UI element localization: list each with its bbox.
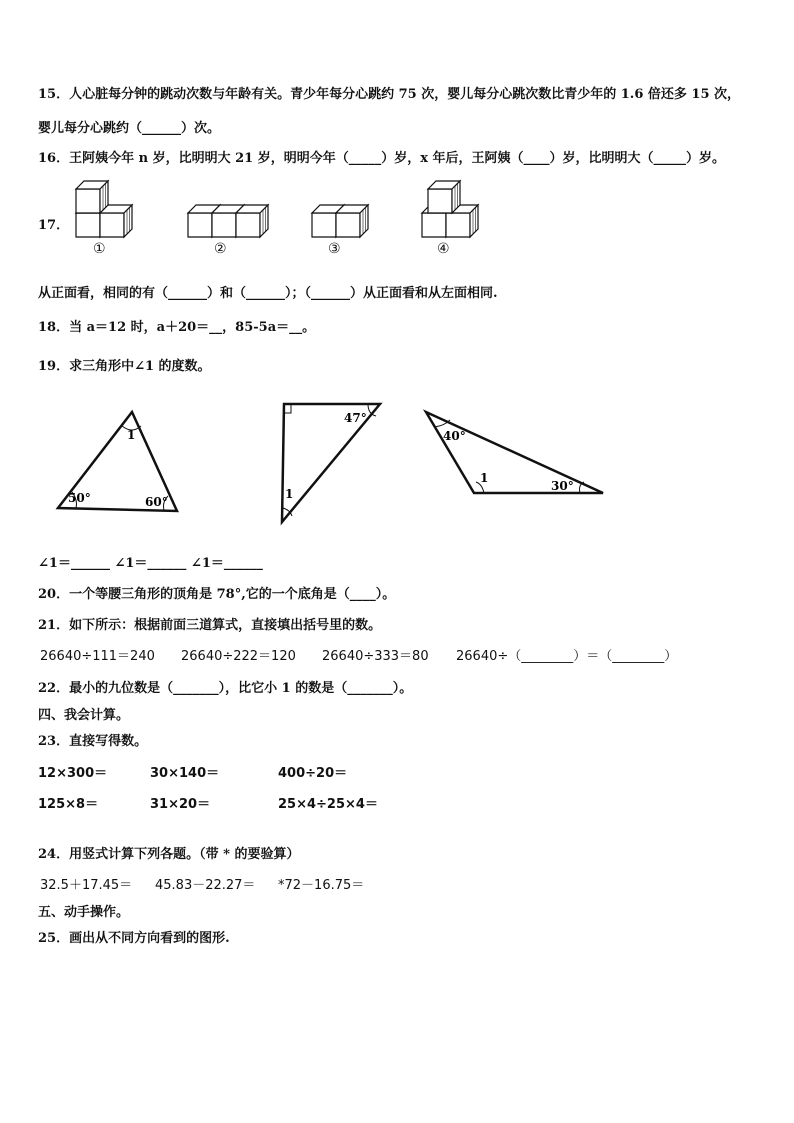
- triangle-2: [282, 404, 380, 522]
- triangle-2-angle1: 1: [285, 487, 294, 501]
- cube-label-1: ①: [93, 241, 106, 257]
- q23-r2-c3: 25×4÷25×4＝: [278, 797, 378, 812]
- triangle-1-left: 50°: [68, 491, 91, 505]
- q24-item-2: 45.83－22.27＝: [155, 878, 256, 893]
- triangle-3-left: 40°: [443, 429, 466, 443]
- cube-figure-1: [76, 181, 132, 237]
- cube-figure-2: [188, 205, 268, 237]
- q21-formula-3: 26640÷333＝80: [322, 649, 429, 664]
- q24-item-3: *72－16.75＝: [278, 878, 365, 893]
- q17-question: 从正面看，相同的有（______）和（______）；（______）从正面看和从左面相同.: [38, 286, 498, 301]
- triangles: [50, 398, 620, 528]
- q23-text: 23．直接写得数。: [38, 734, 148, 749]
- q24-item-1: 32.5＋17.45＝: [40, 878, 133, 893]
- triangle-1-angle1: 1: [127, 428, 136, 442]
- q23-r2-c1: 125×8＝: [38, 797, 99, 812]
- triangle-3: [426, 412, 603, 493]
- q23-r1-c3: 400÷20＝: [278, 766, 348, 781]
- q19-answers: ∠1＝______ ∠1＝______ ∠1＝______: [38, 556, 263, 571]
- section-4-heading: 四、我会计算。: [38, 708, 130, 723]
- q22-text: 22．最小的九位数是（_______），比它小 1 的数是（_______）。: [38, 681, 413, 696]
- q17-number: 17．: [38, 218, 70, 233]
- q19-text: 19．求三角形中∠1 的度数。: [38, 359, 211, 374]
- cube-label-2: ②: [214, 241, 227, 257]
- q21-text: 21．如下所示：根据前面三道算式，直接填出括号里的数。: [38, 618, 382, 633]
- q23-r2-c2: 31×20＝: [150, 797, 211, 812]
- q23-r1-c2: 30×140＝: [150, 766, 220, 781]
- q20-text: 20．一个等腰三角形的顶角是 78°,它的一个底角是（____）。: [38, 587, 396, 602]
- q18-text: 18．当 a＝12 时，a＋20＝__，85-5a＝__。: [38, 320, 316, 335]
- section-5-heading: 五、动手操作。: [38, 905, 130, 920]
- q23-r1-c1: 12×300＝: [38, 766, 108, 781]
- q24-text: 24．用竖式计算下列各题。（带 * 的要验算）: [38, 847, 300, 862]
- q21-formula-2: 26640÷222＝120: [181, 649, 296, 664]
- q15-line1: 15．人心脏每分钟的跳动次数与年龄有关。青少年每分心跳约 75 次，婴儿每分心跳次数比青少年的 1.6 倍还多 15 次，: [38, 87, 741, 102]
- q16-text: 16．王阿姨今年 n 岁，比明明大 21 岁，明明今年（_____）岁，x 年后，王阿姨（____）岁，比明明大（_____）岁。: [38, 151, 726, 166]
- triangle-1-right: 60°: [145, 495, 168, 509]
- triangle-3-angle1: 1: [480, 471, 489, 485]
- q21-formula-4: 26640÷（________）＝（________）: [456, 649, 678, 664]
- cube-label-3: ③: [328, 241, 341, 257]
- q15-line2: 婴儿每分心跳约（______）次。: [38, 121, 221, 136]
- cube-figures: [70, 176, 500, 240]
- triangle-2-top: 47°: [344, 411, 367, 425]
- cube-figure-4: [422, 181, 478, 237]
- q21-formula-1: 26640÷111＝240: [40, 649, 155, 664]
- q25-text: 25．画出从不同方向看到的图形.: [38, 931, 230, 946]
- triangle-3-right: 30°: [551, 479, 574, 493]
- cube-label-4: ④: [437, 241, 450, 257]
- triangle-1: [58, 412, 177, 511]
- cube-figure-3: [312, 205, 368, 237]
